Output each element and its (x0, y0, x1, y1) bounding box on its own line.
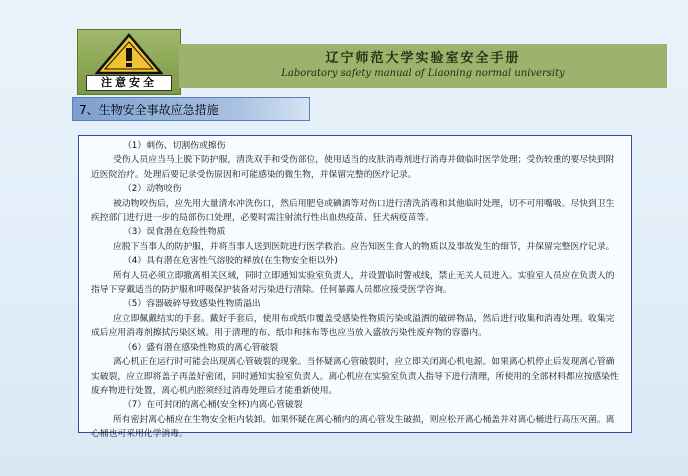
header-band (179, 44, 667, 88)
body-sealed-bucket: 所有密封离心桶应在生物安全柜内装卸。如果怀疑在离心桶内的离心管发生破损，则应松开离心桶盖并对离心桶进行高压灭菌。离心桶也可采用化学消毒。 (91, 414, 615, 440)
body-animal-bites: 被动物咬伤后，应先用大量清水冲洗伤口，然后用肥皂或碘酒等对伤口进行清洗消毒和其他临时处理，切不可用嘴吸。尽快到卫生疾控部门进行进一步的局部伤口处理，必要时需注射流行性出血热疫苗、狂犬病疫苗等。 (91, 198, 615, 224)
heading-aerosol: （4）具有潜在危害性气溶胶的释放(在生物安全柜以外) (123, 256, 338, 267)
heading-centrifuge-tube: （6）盛有潜在感染性物质的离心管破裂 (123, 342, 279, 353)
section-title: 7、生物安全事故应急措施 (79, 103, 219, 117)
body-container-spill: 应立即佩戴结实的手套。戴好手套后，使用布或纸巾覆盖受感染性物质污染或溢洒的破碎物品，然后进行收集和消毒处理。收集完成后应用消毒剂擦拭污染区域。用于清理的布、纸巾和抹布等也应当放入盛放污染性废弃物的容器内。 (91, 313, 615, 339)
heading-sealed-bucket: （7）在可封闭的离心桶(安全杯)内离心管破裂 (123, 400, 303, 411)
heading-container-spill: （5）容器破碎导致感染性物质溢出 (123, 299, 261, 310)
content-body (91, 139, 621, 442)
safety-logo (77, 29, 181, 95)
body-cuts: 受伤人员应当马上脱下防护服，清洗双手和受伤部位，使用适当的皮肤消毒剂进行消毒并做临时医学处理；受伤较重的要尽快到附近医院治疗。处理后要记录受伤原因和可能感染的微生物，并保留完整的医疗记录。 (91, 155, 615, 180)
logo-label: 注意安全 (86, 75, 172, 91)
heading-ingestion: （3）误食潜在危险性物质 (123, 227, 226, 238)
content-box (78, 135, 632, 440)
section-banner (72, 97, 310, 121)
body-aerosol: 所有人员必须立即撤离相关区域，同时立即通知实验室负责人，并设置临时警戒线，禁止无关人员进入。实验室人员应在负责人的指导下穿戴适当的防护服和呼吸保护装备对污染进行清除。任何暴露人员都应接受医学咨询。 (91, 270, 615, 296)
body-ingestion: 应脱下当事人的防护服，并将当事人送到医院进行医学救治。应告知医生食人的物质以及事故发生的细节，并保留完整医疗记录。 (113, 241, 615, 252)
heading-cuts: （1）刺伤、切割伤或擦伤 (123, 141, 226, 151)
body-centrifuge-tube: 离心机正在运行时可能会出现离心管破裂的现象。当怀疑离心管破裂时，应立即关闭离心机电源。如果离心机停止后发现离心管确实破裂，应立即将盖子再盖好密闭，同时通知实验室负责人。离心机应在实验室负责人指导下进行清理，所使用的全部材料都应按感染性废弃物进行处置，离心机内腔须经过消毒处理后才能重新使用。 (91, 357, 619, 396)
heading-animal-bites: （2）动物咬伤 (123, 184, 182, 195)
warning-triangle-icon (95, 33, 163, 75)
header-subtitle: Laboratory safety manual of Liaoning normal university (281, 68, 565, 79)
header-title: 辽宁师范大学实验室安全手册 (325, 51, 521, 66)
